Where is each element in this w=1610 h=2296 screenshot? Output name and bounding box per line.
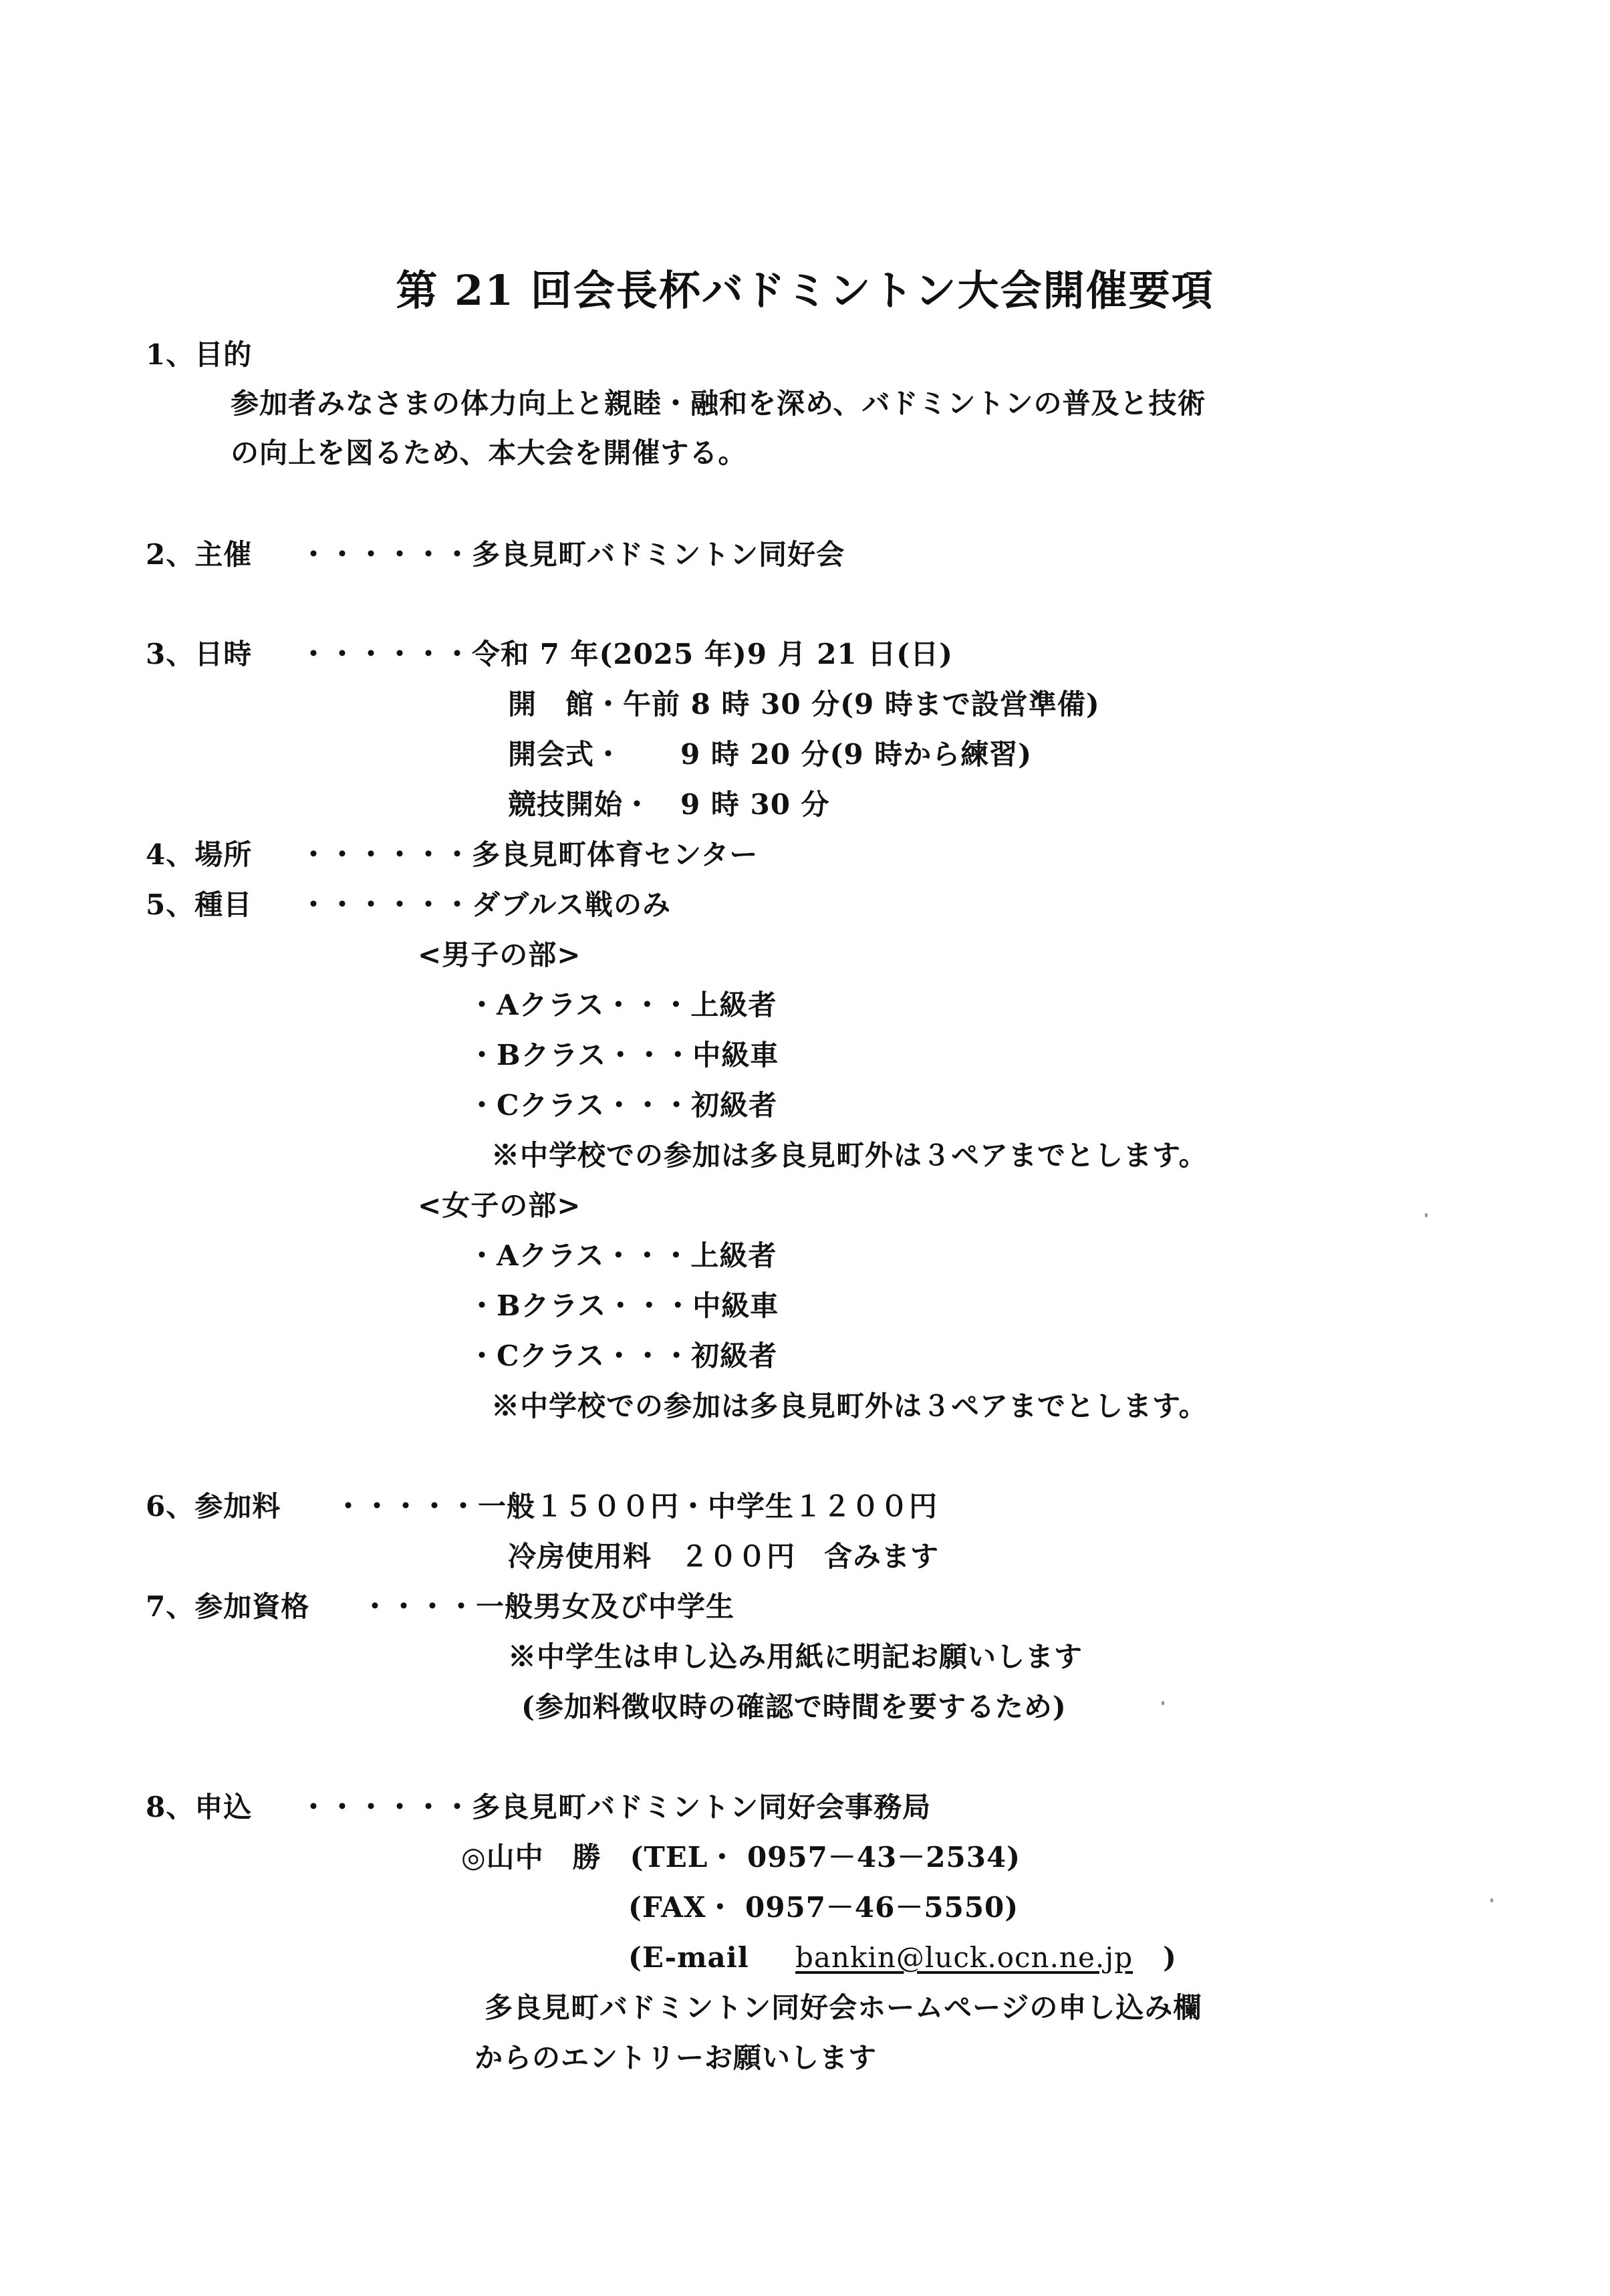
contact-email-prefix: (E-mail <box>628 1941 749 1974</box>
application-note-1: 多良見町バドミントン同好会ホームページの申し込み欄 <box>485 1991 1202 2024</box>
schedule-opening: 開 館・午前 8 時 30 分(9 時まで設営準備) <box>508 688 1100 721</box>
women-division-header: <女子の部> <box>418 1189 581 1222</box>
contact-name-tel: ◎山中 勝 (TEL・ 0957－43－2534) <box>461 1841 1021 1874</box>
contact-email-link[interactable]: bankin@luck.ocn.ne.jp <box>795 1941 1133 1974</box>
men-class-b: ・Bクラス・・・中級車 <box>468 1039 779 1071</box>
events-label: 5、種目 <box>146 888 253 921</box>
venue-value: ・・・・・・多良見町体育センター <box>299 838 759 871</box>
organizer-value: ・・・・・・多良見町バドミントン同好会 <box>299 538 845 571</box>
schedule-start: 競技開始・ 9 時 30 分 <box>508 788 830 821</box>
women-class-c: ・Cクラス・・・初級者 <box>468 1340 778 1372</box>
men-class-a: ・Aクラス・・・上級者 <box>468 989 777 1021</box>
events-value: ・・・・・・ダブルス戦のみ <box>299 888 672 921</box>
women-class-b: ・Bクラス・・・中級車 <box>468 1289 779 1322</box>
purpose-label: 1、目的 <box>146 338 253 371</box>
eligibility-label: 7、参加資格 <box>146 1590 310 1623</box>
application-value: ・・・・・・多良見町バドミントン同好会事務局 <box>299 1791 932 1823</box>
eligibility-value: ・・・・一般男女及び中学生 <box>361 1590 735 1623</box>
scan-speck <box>1425 1213 1428 1217</box>
page-title: 第 21 回会長杯バドミントン大会開催要項 <box>396 266 1214 315</box>
eligibility-note-2: (参加料徴収時の確認で時間を要するため) <box>521 1690 1067 1723</box>
scan-speck <box>1490 1898 1493 1902</box>
women-class-a: ・Aクラス・・・上級者 <box>468 1239 777 1272</box>
application-note-2: からのエントリーお願いします <box>475 2041 878 2074</box>
men-division-header: <男子の部> <box>418 938 581 971</box>
venue-label: 4、場所 <box>146 838 253 871</box>
fee-label: 6、参加料 <box>146 1490 281 1523</box>
datetime-label: 3、日時 <box>146 638 253 670</box>
women-note: ※中学校での参加は多良見町外は３ペアまでとします。 <box>491 1390 1208 1422</box>
application-label: 8、申込 <box>146 1791 253 1823</box>
eligibility-note-1: ※中学生は申し込み用紙に明記お願いします <box>508 1640 1083 1673</box>
contact-email-suffix: ) <box>1163 1941 1177 1974</box>
contact-fax: (FAX・ 0957－46－5550) <box>628 1891 1019 1924</box>
men-note: ※中学校での参加は多良見町外は３ペアまでとします。 <box>491 1139 1208 1172</box>
purpose-line-2: の向上を図るため、本大会を開催する。 <box>231 436 747 469</box>
fee-note: 冷房使用料 ２００円 含みます <box>508 1540 940 1573</box>
organizer-label: 2、主催 <box>146 538 253 571</box>
fee-value: ・・・・・一般１５００円・中学生１２００円 <box>334 1490 938 1523</box>
schedule-ceremony: 開会式・ 9 時 20 分(9 時から練習) <box>508 738 1033 771</box>
scan-speck <box>1162 1701 1164 1705</box>
men-class-c: ・Cクラス・・・初級者 <box>468 1089 778 1122</box>
datetime-value: ・・・・・・令和 7 年(2025 年)9 月 21 日(日) <box>299 638 954 670</box>
purpose-line-1: 参加者みなさまの体力向上と親睦・融和を深め、バドミントンの普及と技術 <box>231 387 1206 420</box>
